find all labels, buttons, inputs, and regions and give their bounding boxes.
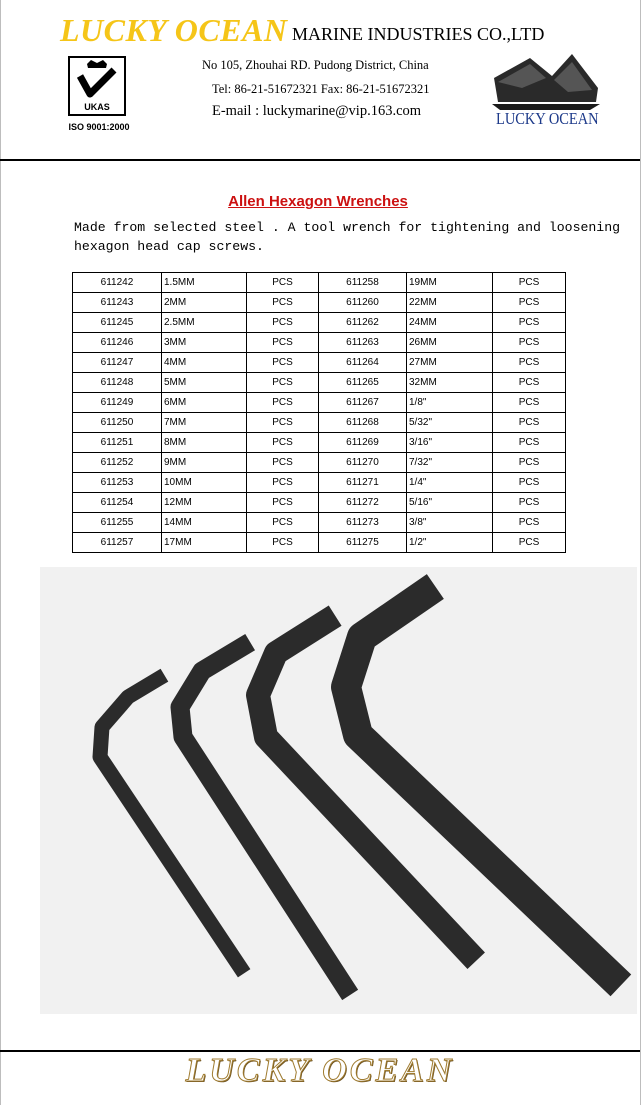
cell-code-right: 611262: [319, 313, 407, 333]
table-row: [73, 513, 566, 533]
cell-code-right: 611273: [319, 513, 407, 533]
cell-size-left: 14MM: [162, 513, 247, 533]
table-row: [73, 473, 566, 493]
cell-size-left: 6MM: [162, 393, 247, 413]
cell-size-left: 9MM: [162, 453, 247, 473]
cell-code-left: 611250: [73, 413, 162, 433]
table-row: [73, 493, 566, 513]
cell-size-right: 3/16": [407, 433, 493, 453]
table-row: [73, 293, 566, 313]
cell-unit-right: PCS: [493, 433, 566, 453]
cell-code-left: 611245: [73, 313, 162, 333]
table-row: [73, 273, 566, 293]
cell-size-left: 10MM: [162, 473, 247, 493]
company-address: No 105, Zhouhai RD. Pudong District, China: [202, 58, 429, 72]
cell-code-right: 611272: [319, 493, 407, 513]
cell-unit-left: PCS: [247, 373, 319, 393]
cell-code-left: 611248: [73, 373, 162, 393]
table-row: [73, 373, 566, 393]
cell-code-right: 611258: [319, 273, 407, 293]
cell-code-left: 611255: [73, 513, 162, 533]
cell-code-right: 611260: [319, 293, 407, 313]
table-row: [73, 533, 566, 553]
cell-size-right: 27MM: [407, 353, 493, 373]
cell-size-left: 3MM: [162, 333, 247, 353]
cell-unit-right: PCS: [493, 413, 566, 433]
cell-size-left: 17MM: [162, 533, 247, 553]
ukas-certification-badge: [64, 56, 132, 138]
table-row: [73, 453, 566, 473]
cell-unit-left: PCS: [247, 433, 319, 453]
table-row: [73, 313, 566, 333]
footer-brand: LUCKY OCEAN: [185, 1052, 455, 1089]
cell-unit-left: PCS: [247, 533, 319, 553]
page-border-right: [640, 0, 641, 1105]
cell-code-left: 611247: [73, 353, 162, 373]
cell-code-left: 611257: [73, 533, 162, 553]
cell-unit-right: PCS: [493, 373, 566, 393]
cell-code-left: 611251: [73, 433, 162, 453]
cell-unit-left: PCS: [247, 473, 319, 493]
cell-code-left: 611254: [73, 493, 162, 513]
ukas-label: UKAS: [84, 102, 110, 112]
header-divider: [0, 159, 640, 161]
cell-unit-right: PCS: [493, 493, 566, 513]
cell-size-left: 1.5MM: [162, 273, 247, 293]
table-row: [73, 333, 566, 353]
cell-size-left: 8MM: [162, 433, 247, 453]
cell-code-right: 611269: [319, 433, 407, 453]
cell-unit-right: PCS: [493, 473, 566, 493]
cell-code-right: 611267: [319, 393, 407, 413]
brand-name: LUCKY OCEAN: [60, 12, 288, 48]
specs-table: [72, 272, 566, 553]
cell-unit-left: PCS: [247, 513, 319, 533]
cell-size-right: 32MM: [407, 373, 493, 393]
cell-code-left: 611242: [73, 273, 162, 293]
cell-size-right: 1/4": [407, 473, 493, 493]
cell-unit-left: PCS: [247, 293, 319, 313]
cell-code-right: 611264: [319, 353, 407, 373]
cell-code-left: 611253: [73, 473, 162, 493]
cell-size-left: 2.5MM: [162, 313, 247, 333]
table-row: [73, 393, 566, 413]
cell-size-left: 2MM: [162, 293, 247, 313]
cell-size-right: 19MM: [407, 273, 493, 293]
company-email: E-mail : luckymarine@vip.163.com: [212, 103, 422, 119]
table-row: [73, 433, 566, 453]
company-name: MARINE INDUSTRIES CO.,LTD: [292, 24, 545, 44]
cell-code-right: 611265: [319, 373, 407, 393]
page-border-left: [0, 0, 1, 1105]
cell-size-right: 3/8": [407, 513, 493, 533]
table-row: [73, 413, 566, 433]
cell-size-right: 24MM: [407, 313, 493, 333]
cell-size-right: 22MM: [407, 293, 493, 313]
cell-unit-right: PCS: [493, 513, 566, 533]
cell-unit-right: PCS: [493, 333, 566, 353]
product-description: Made from selected steel . A tool wrench for tightening and loosening hexagon head cap screws.: [74, 220, 621, 254]
cell-code-right: 611271: [319, 473, 407, 493]
cell-size-left: 4MM: [162, 353, 247, 373]
cell-code-right: 611275: [319, 533, 407, 553]
cell-unit-left: PCS: [247, 493, 319, 513]
cell-unit-right: PCS: [493, 453, 566, 473]
cell-size-left: 5MM: [162, 373, 247, 393]
cell-unit-right: PCS: [493, 533, 566, 553]
cell-code-left: 611243: [73, 293, 162, 313]
product-photo: [40, 567, 637, 1014]
specs-table-body: [73, 273, 566, 553]
ship-logo-text: LUCKY OCEAN: [496, 109, 599, 128]
cell-size-left: 12MM: [162, 493, 247, 513]
cell-code-right: 611270: [319, 453, 407, 473]
cell-size-left: 7MM: [162, 413, 247, 433]
cell-unit-left: PCS: [247, 453, 319, 473]
cell-unit-left: PCS: [247, 393, 319, 413]
cell-unit-right: PCS: [493, 293, 566, 313]
crown-check-icon: [70, 58, 124, 104]
cell-code-right: 611263: [319, 333, 407, 353]
cell-unit-left: PCS: [247, 273, 319, 293]
cell-code-left: 611249: [73, 393, 162, 413]
cell-unit-left: PCS: [247, 353, 319, 373]
cell-code-left: 611252: [73, 453, 162, 473]
cell-unit-left: PCS: [247, 313, 319, 333]
iso-standard-label: ISO 9001:2000: [68, 122, 130, 132]
cell-unit-left: PCS: [247, 413, 319, 433]
cell-code-left: 611246: [73, 333, 162, 353]
cell-unit-left: PCS: [247, 333, 319, 353]
cell-size-right: 5/32": [407, 413, 493, 433]
cell-unit-right: PCS: [493, 313, 566, 333]
cell-size-right: 5/16": [407, 493, 493, 513]
cell-size-right: 26MM: [407, 333, 493, 353]
cell-size-right: 1/8": [407, 393, 493, 413]
cell-size-right: 1/2": [407, 533, 493, 553]
cell-size-right: 7/32": [407, 453, 493, 473]
product-title: Allen Hexagon Wrenches: [228, 193, 408, 210]
cell-code-right: 611268: [319, 413, 407, 433]
company-phone-fax: Tel: 86-21-51672321 Fax: 86-21-51672321: [212, 82, 430, 96]
table-row: [73, 353, 566, 373]
cell-unit-right: PCS: [493, 353, 566, 373]
cell-unit-right: PCS: [493, 273, 566, 293]
cell-unit-right: PCS: [493, 393, 566, 413]
